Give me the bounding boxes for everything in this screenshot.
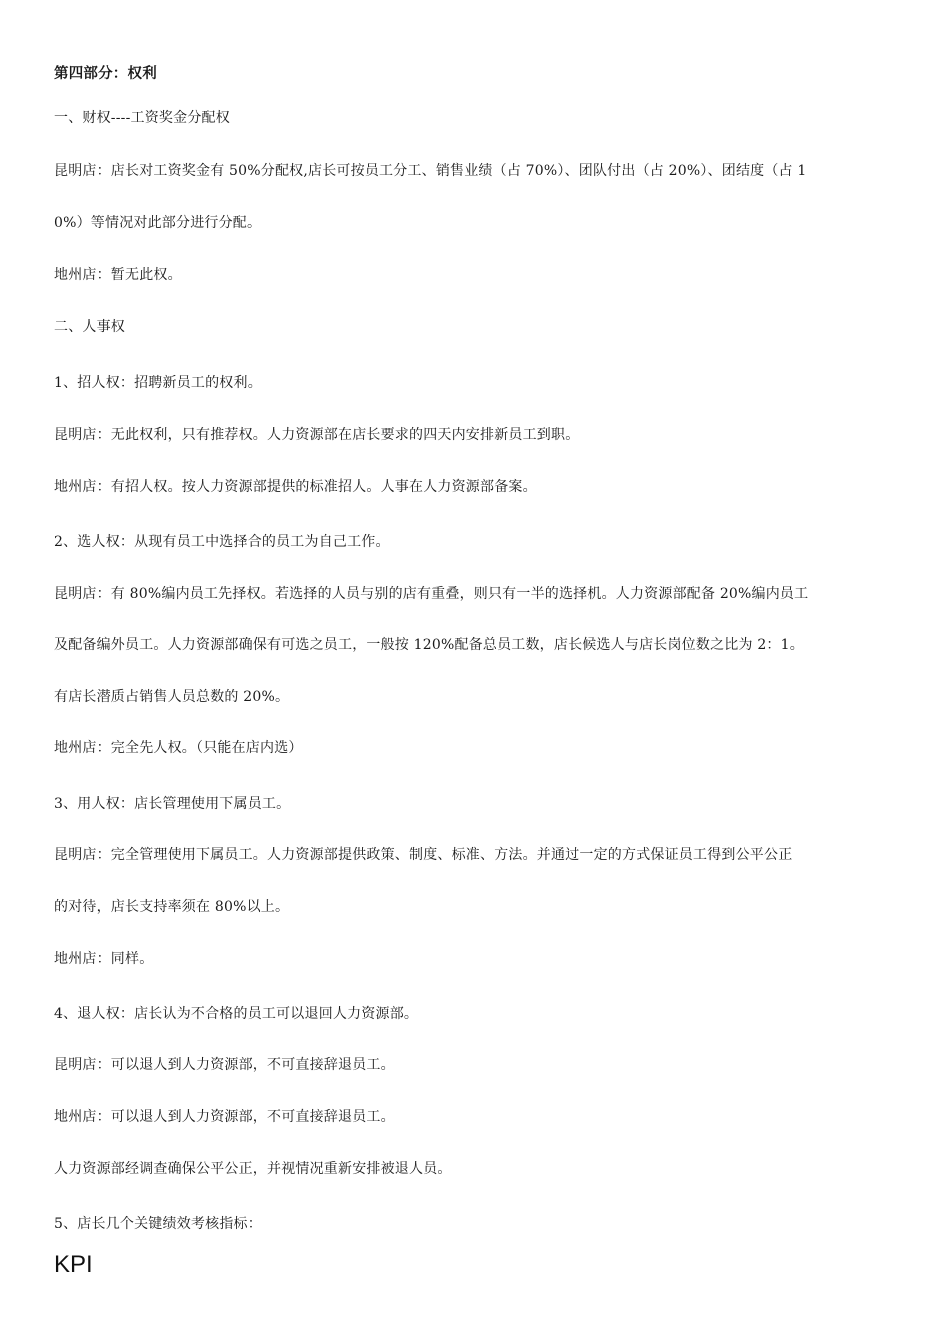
paragraph-line: 0%）等情况对此部分进行分配。 — [54, 215, 262, 231]
paragraph-line: 有店长潜质占销售人员总数的 20%。 — [54, 689, 290, 705]
paragraph-line: 昆明店：有 80%编内员工先择权。若选择的人员与别的店有重叠，则只有一半的选择机。人力资源部配备 20%编内员工 — [54, 586, 809, 602]
paragraph-line: 1、招人权：招聘新员工的权利。 — [54, 375, 262, 391]
paragraph-line: 的对待，店长支持率须在 80%以上。 — [54, 899, 290, 915]
paragraph-line: 昆明店：无此权利，只有推荐权。人力资源部在店长要求的四天内安排新员工到职。 — [54, 427, 580, 443]
paragraph-line: 4、退人权：店长认为不合格的员工可以退回人力资源部。 — [54, 1006, 419, 1022]
paragraph-line: 二、人事权 — [54, 319, 125, 335]
kpi-label: KPI — [54, 1251, 93, 1278]
paragraph-line: 及配备编外员工。人力资源部确保有可选之员工，一般按 120%配备总员工数，店长候选人与店长岗位数之比为 2：1。 — [54, 637, 804, 653]
paragraph-line: 昆明店：完全管理使用下属员工。人力资源部提供政策、制度、标准、方法。并通过一定的方式保证员工得到公平公正 — [54, 847, 793, 863]
paragraph-line: 5、店长几个关键绩效考核指标： — [54, 1216, 262, 1232]
section-title: 第四部分：权利 — [54, 65, 157, 82]
paragraph-line: 地州店：有招人权。按人力资源部提供的标准招人。人事在人力资源部备案。 — [54, 479, 537, 495]
paragraph-line: 3、用人权：店长管理使用下属员工。 — [54, 796, 291, 812]
paragraph-line: 地州店：暂无此权。 — [54, 267, 182, 283]
paragraph-line: 一、财权----工资奖金分配权 — [54, 110, 230, 126]
paragraph-line: 地州店：完全先人权。（只能在店内选） — [54, 740, 303, 756]
paragraph-line: 2、选人权：从现有员工中选择合的员工为自己工作。 — [54, 534, 390, 550]
paragraph-line: 地州店：同样。 — [54, 951, 154, 967]
paragraph-line: 人力资源部经调查确保公平公正，并视情况重新安排被退人员。 — [54, 1161, 452, 1177]
paragraph-line: 地州店：可以退人到人力资源部，不可直接辞退员工。 — [54, 1109, 395, 1125]
paragraph-line: 昆明店：可以退人到人力资源部，不可直接辞退员工。 — [54, 1057, 395, 1073]
paragraph-line: 昆明店：店长对工资奖金有 50%分配权,店长可按员工分工、销售业绩（占 70%）、团队付出（占 20%）、团结度（占 1 — [54, 163, 807, 179]
